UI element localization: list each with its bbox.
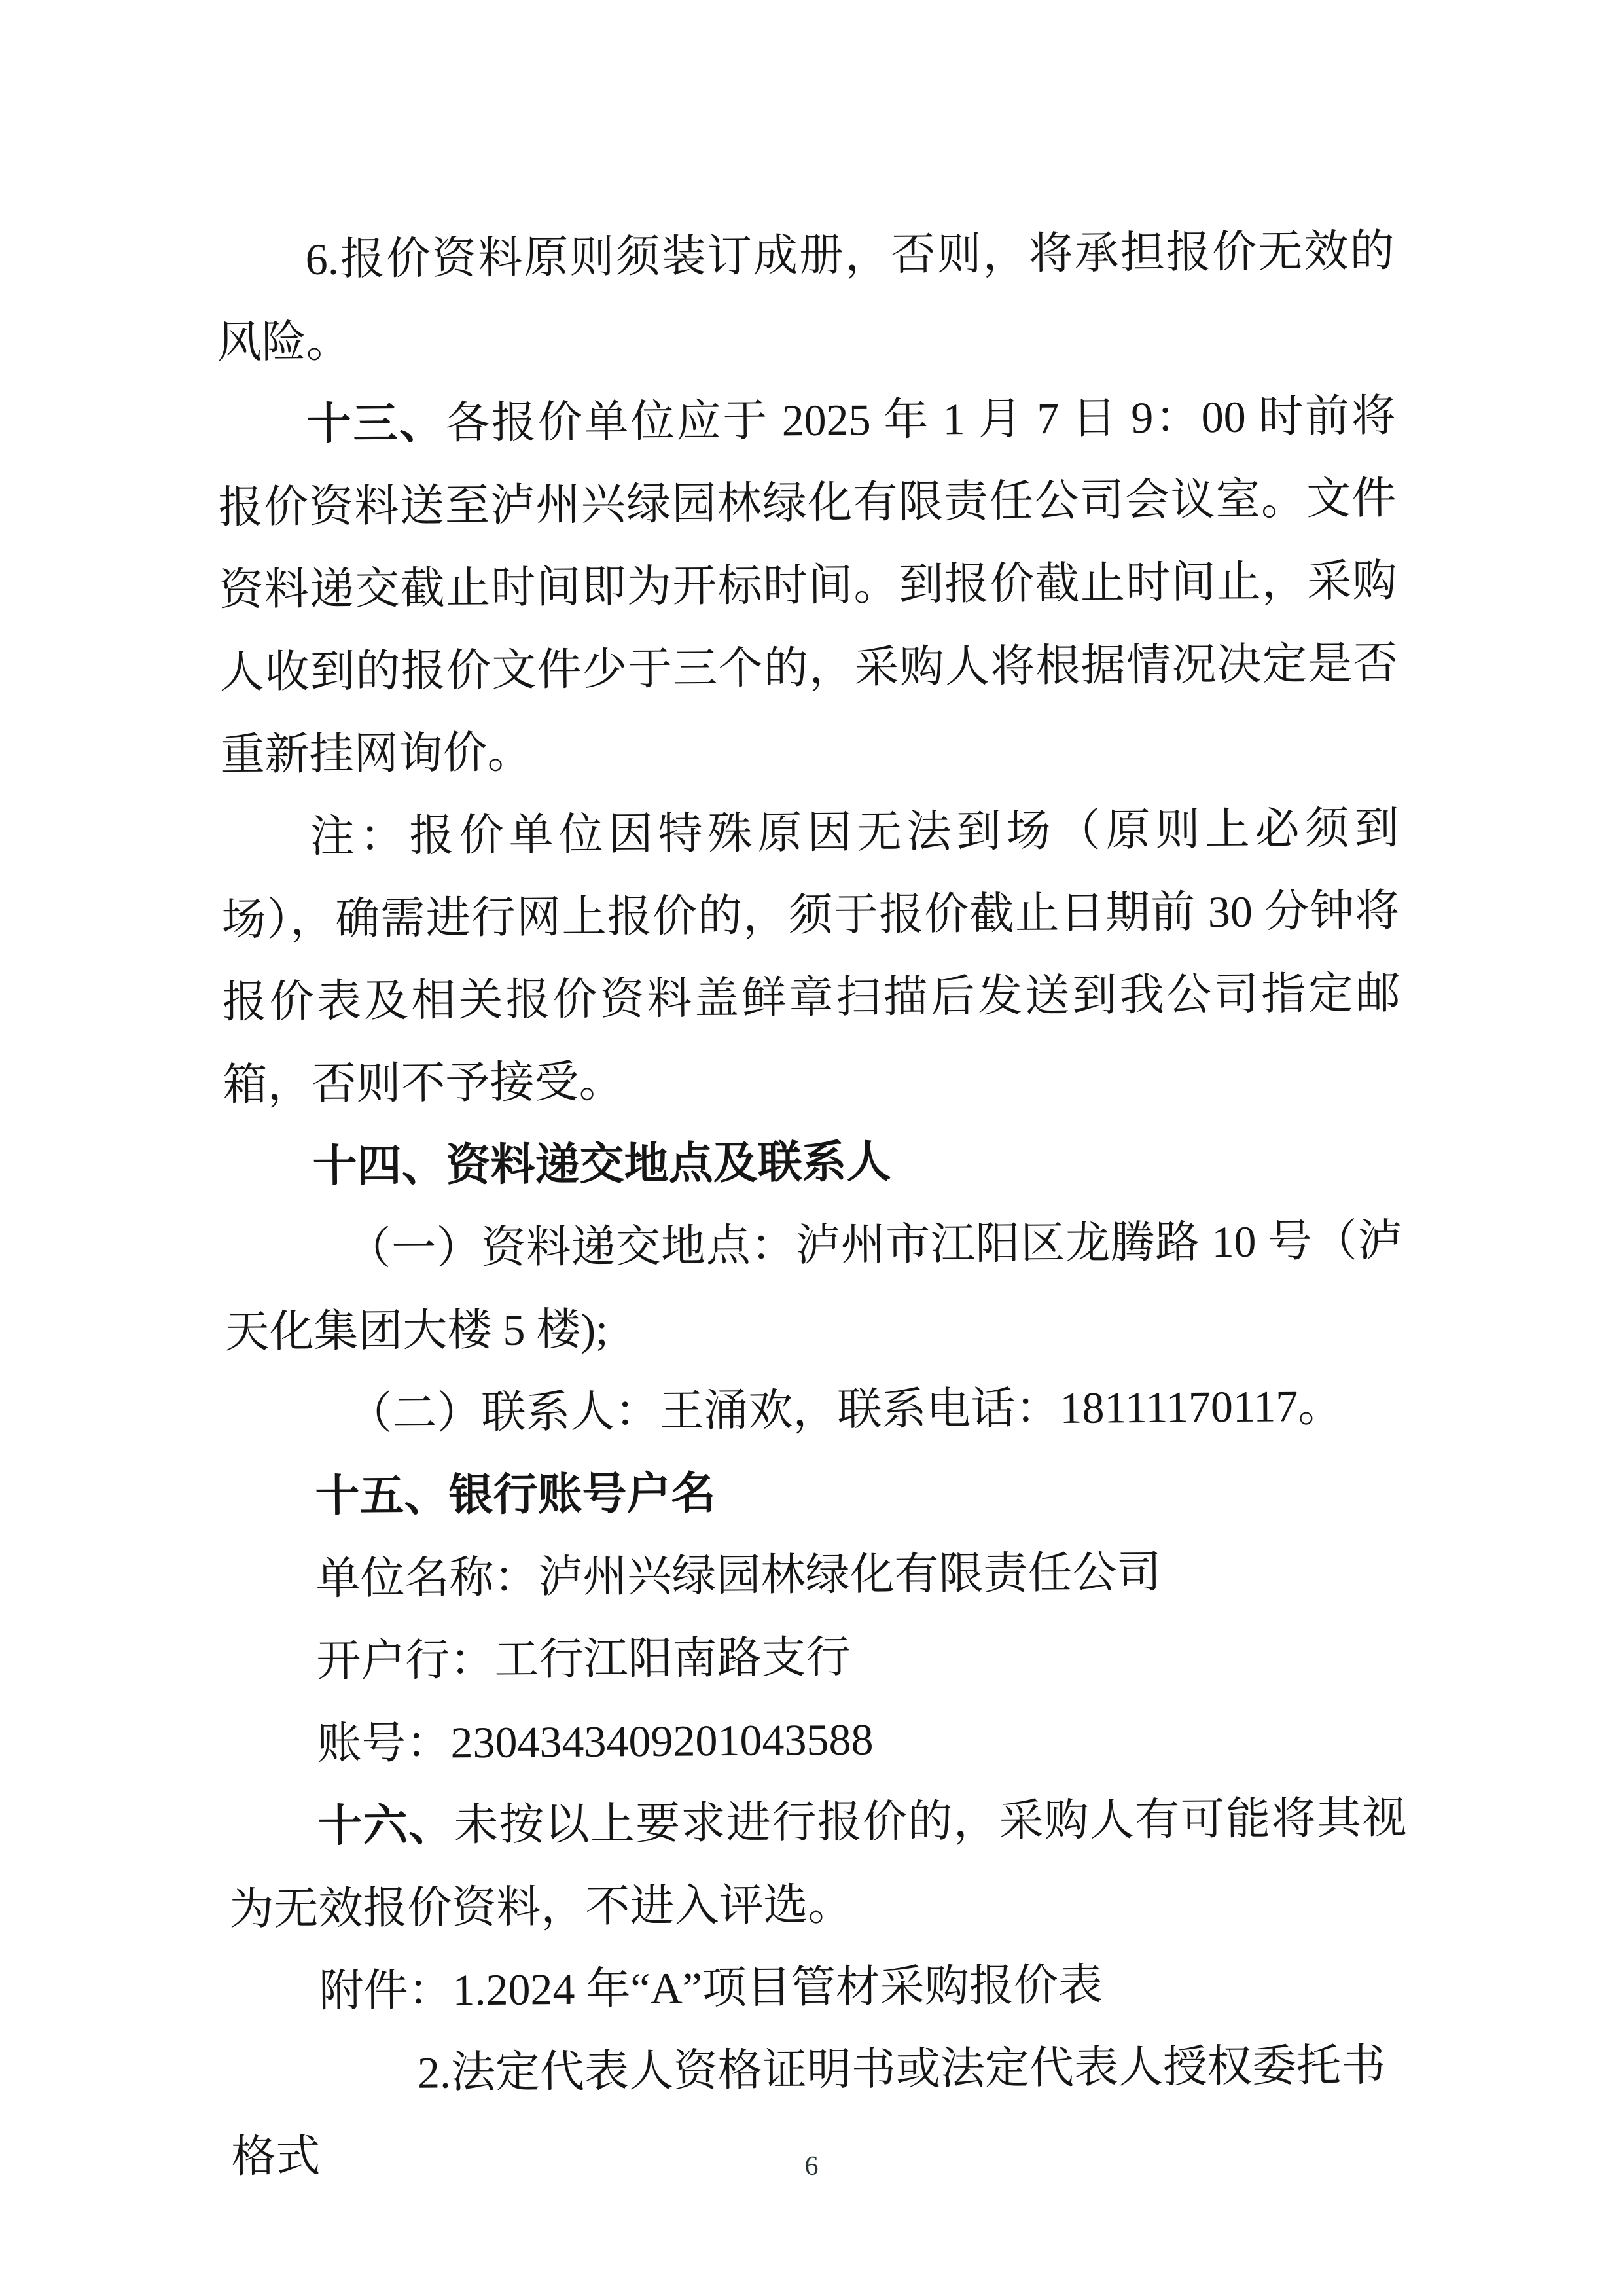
paragraph (230, 1941, 1408, 2033)
paragraph (227, 1611, 1406, 1703)
text-run: 单位名称：泸州兴绿园林绿化有限责任公司 (315, 1547, 1162, 1604)
text-run: 十五、银行账号户名 (315, 1468, 716, 1521)
text-run: 未按以上要求进行报价的，采购人有可能将其视为无效报价资料，不进入评选。 (229, 1792, 1407, 1935)
paragraph (226, 1529, 1405, 1621)
document-body (216, 209, 1410, 2198)
text-run: 十四、资料递交地点及联系人 (312, 1137, 891, 1192)
paragraph (216, 209, 1395, 384)
paragraph (221, 787, 1401, 1126)
text-run: 十三、 (306, 398, 446, 450)
text-run: （二）联系人：王涌欢，联系电话：18111170117。 (348, 1380, 1343, 1439)
paragraph (223, 1117, 1402, 1208)
text-run: 附件：1.2024 年“A”项目管材采购报价表 (319, 1960, 1103, 2016)
text-run: 十六、 (317, 1800, 454, 1851)
paragraph (226, 1446, 1404, 1538)
text-run: （一）资料递交地点：泸州市江阳区龙腾路 10 号（泸天化集团大楼 5 楼); (224, 1215, 1402, 1357)
text-run: 账号：2304343409201043588 (317, 1714, 874, 1768)
paragraph (225, 1364, 1404, 1456)
paragraph (224, 1199, 1403, 1373)
text-run: 2.法定代表人资格证明书或法定代表人授权委托书格式 (231, 2040, 1386, 2182)
text-run: 注：报价单位因特殊原因无法到场（原则上必须到场），确需进行网上报价的，须于报价截止日期前 30 分钟将报价表及相关报价资料盖鲜章扫描后发送到我公司指定邮箱，否则不予接受。 (221, 802, 1400, 1110)
page-number: 6 (804, 2151, 819, 2181)
text-run: 6.报价资料原则须装订成册，否则，将承担报价无效的风险。 (217, 225, 1395, 368)
paragraph (217, 374, 1399, 796)
paragraph (228, 1776, 1408, 1950)
text-run: 开户行：工行江阳南路支行 (316, 1632, 851, 1686)
paragraph (228, 1694, 1406, 1785)
text-run: 各报价单位应于 2025 年 1 月 7 日 9：00 时前将报价资料送至泸州兴绿园林绿化有限责任公司会议室。文件资料递交截止时间即为开标时间。到报价截止时间止，采购人收到的报价文件少于三个的，采购人将根据情况决定是否重新挂网询价。 (218, 390, 1398, 780)
